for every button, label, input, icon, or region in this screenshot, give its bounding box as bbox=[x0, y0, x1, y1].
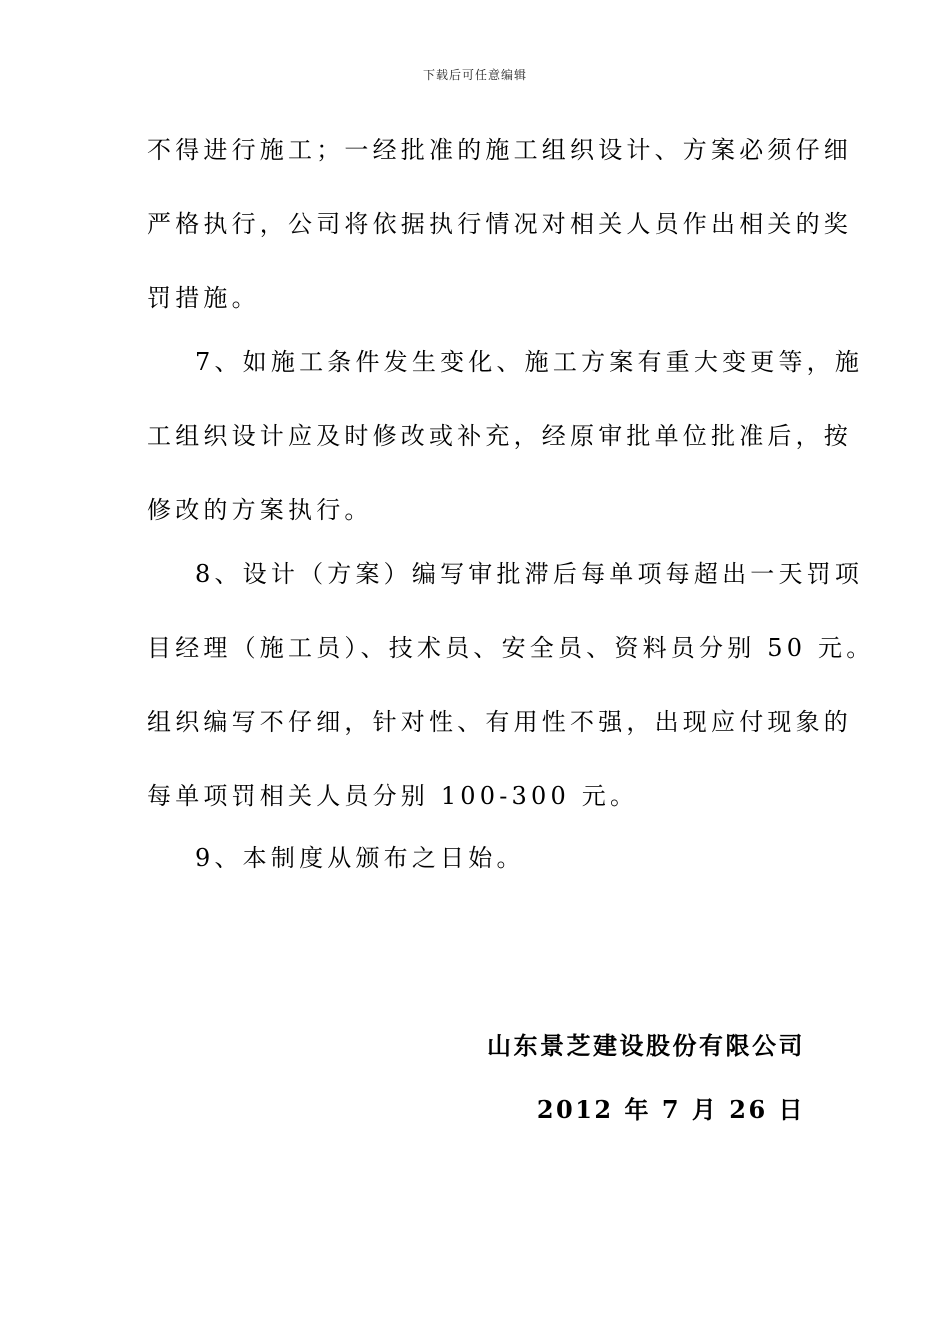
body-line: 目经理（施工员）、技术员、安全员、资料员分别 50 元。 bbox=[147, 634, 875, 662]
body-line: 每单项罚相关人员分别 100-300 元。 bbox=[147, 782, 639, 810]
signature-company: 山东景芝建设股份有限公司 bbox=[487, 1031, 805, 1060]
body-line: 组织编写不仔细，针对性、有用性不强，出现应付现象的 bbox=[147, 708, 852, 736]
body-line: 修改的方案执行。 bbox=[147, 496, 373, 524]
body-line: 8、设计（方案）编写审批滞后每单项每超出一天罚项 bbox=[195, 560, 864, 588]
body-line: 7、如施工条件发生变化、施工方案有重大变更等，施 bbox=[195, 348, 864, 376]
body-line: 工组织设计应及时修改或补充，经原审批单位批准后，按 bbox=[147, 422, 852, 450]
signature-date: 2012 年 7 月 26 日 bbox=[536, 1095, 805, 1124]
body-line: 9、本制度从颁布之日始。 bbox=[195, 844, 525, 872]
body-line: 严格执行，公司将依据执行情况对相关人员作出相关的奖 bbox=[147, 210, 852, 238]
body-line: 不得进行施工；一经批准的施工组织设计、方案必须仔细 bbox=[147, 136, 852, 164]
header-note: 下载后可任意编辑 bbox=[422, 68, 527, 82]
body-line: 罚措施。 bbox=[147, 284, 260, 312]
